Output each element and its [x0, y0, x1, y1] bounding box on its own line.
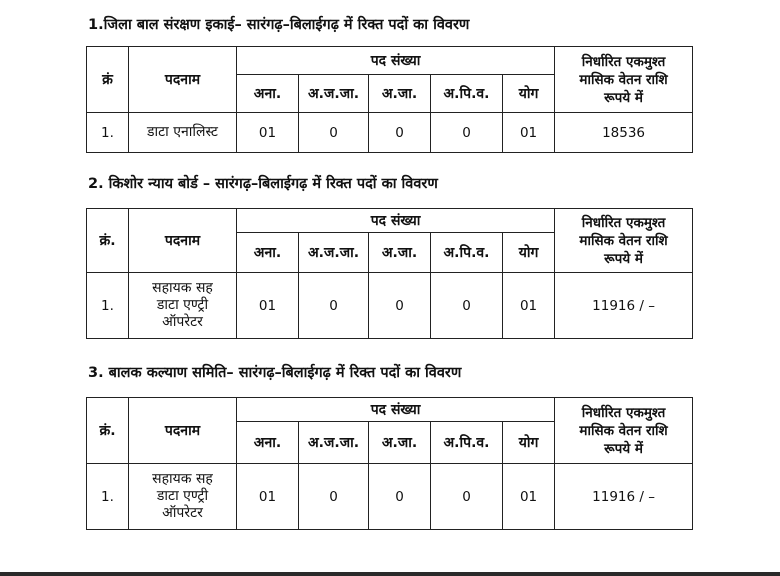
- page-bottom-edge: [0, 572, 780, 576]
- section-3-heading: 3. बालक कल्याण समिति– सारंगढ़–बिलाईगढ़ में रिक्त पदों का विवरण: [88, 365, 462, 381]
- ajja-cell: 0: [299, 113, 369, 153]
- section-1-heading: 1.जिला बाल संरक्षण इकाई– सारंगढ़–बिलाईगढ़ में रिक्त पदों का विवरण: [88, 17, 470, 33]
- vacancy-table-1: [86, 46, 693, 153]
- salary-header: [555, 209, 693, 273]
- aja-header: अ.जा.: [369, 75, 431, 113]
- yog-header: योग: [503, 75, 555, 113]
- salary-header-line-3: रूपये में: [604, 250, 643, 267]
- post-line: डाटा एण्ट्री: [156, 297, 209, 313]
- ajja-header: अ.ज.जा.: [299, 75, 369, 113]
- apiv-cell: 0: [431, 273, 503, 339]
- apiv-cell: 0: [431, 464, 503, 530]
- serial-header: क्रं: [87, 47, 129, 113]
- apiv-header: अ.पि.व.: [431, 75, 503, 113]
- apiv-header: अ.पि.व.: [431, 233, 503, 273]
- aja-cell: 0: [369, 464, 431, 530]
- post-count-header: पद संख्या: [237, 47, 555, 75]
- ajja-cell: 0: [299, 273, 369, 339]
- vacancy-table-2: [86, 208, 693, 339]
- apiv-header: अ.पि.व.: [431, 422, 503, 464]
- aja-cell: 0: [369, 273, 431, 339]
- salary-header-line-3: रूपये में: [604, 89, 643, 106]
- post-line: सहायक सह: [152, 280, 213, 296]
- ana-header: अना.: [237, 233, 299, 273]
- post-header: पदनाम: [129, 209, 237, 273]
- yog-cell: 01: [503, 273, 555, 339]
- post-line: ऑपरेटर: [162, 505, 203, 521]
- salary-header: [555, 398, 693, 464]
- salary-header-line-2: मासिक वेतन राशि: [579, 71, 668, 88]
- post-cell: [129, 113, 237, 153]
- post-count-header: पद संख्या: [237, 209, 555, 233]
- aja-header: अ.जा.: [369, 233, 431, 273]
- salary-header: [555, 47, 693, 113]
- post-count-header: पद संख्या: [237, 398, 555, 422]
- salary-header-line-1: निर्धारित एकमुश्त: [581, 53, 666, 70]
- ana-cell: 01: [237, 464, 299, 530]
- post-line: ऑपरेटर: [162, 314, 203, 330]
- serial-cell: 1.: [87, 113, 129, 153]
- post-header: पदनाम: [129, 47, 237, 113]
- ana-cell: 01: [237, 113, 299, 153]
- post-line: डाटा एण्ट्री: [156, 488, 209, 504]
- post-cell: [129, 464, 237, 530]
- post-line: सहायक सह: [152, 471, 213, 487]
- post-cell: [129, 273, 237, 339]
- ajja-cell: 0: [299, 464, 369, 530]
- ajja-header: अ.ज.जा.: [299, 422, 369, 464]
- yog-header: योग: [503, 233, 555, 273]
- salary-cell: 18536: [555, 113, 693, 153]
- serial-cell: 1.: [87, 273, 129, 339]
- yog-header: योग: [503, 422, 555, 464]
- serial-header: क्रं.: [87, 209, 129, 273]
- aja-cell: 0: [369, 113, 431, 153]
- table-row: [87, 464, 693, 530]
- serial-cell: 1.: [87, 464, 129, 530]
- section-2-heading: 2. किशोर न्याय बोर्ड – सारंगढ़–बिलाईगढ़ में रिक्त पदों का विवरण: [88, 176, 438, 192]
- aja-header: अ.जा.: [369, 422, 431, 464]
- table-row: [87, 273, 693, 339]
- ana-cell: 01: [237, 273, 299, 339]
- salary-header-line-1: निर्धारित एकमुश्त: [581, 404, 666, 421]
- salary-cell: 11916 / –: [555, 273, 693, 339]
- salary-header-line-2: मासिक वेतन राशि: [579, 232, 668, 249]
- post-header: पदनाम: [129, 398, 237, 464]
- yog-cell: 01: [503, 464, 555, 530]
- salary-cell: 11916 / –: [555, 464, 693, 530]
- apiv-cell: 0: [431, 113, 503, 153]
- vacancy-table-3: [86, 397, 693, 530]
- salary-header-line-1: निर्धारित एकमुश्त: [581, 214, 666, 231]
- salary-header-line-2: मासिक वेतन राशि: [579, 422, 668, 439]
- table-row: [87, 113, 693, 153]
- ajja-header: अ.ज.जा.: [299, 233, 369, 273]
- ana-header: अना.: [237, 75, 299, 113]
- ana-header: अना.: [237, 422, 299, 464]
- salary-header-line-3: रूपये में: [604, 440, 643, 457]
- serial-header: क्रं.: [87, 398, 129, 464]
- yog-cell: 01: [503, 113, 555, 153]
- post-line: डाटा एनालिस्ट: [146, 124, 218, 140]
